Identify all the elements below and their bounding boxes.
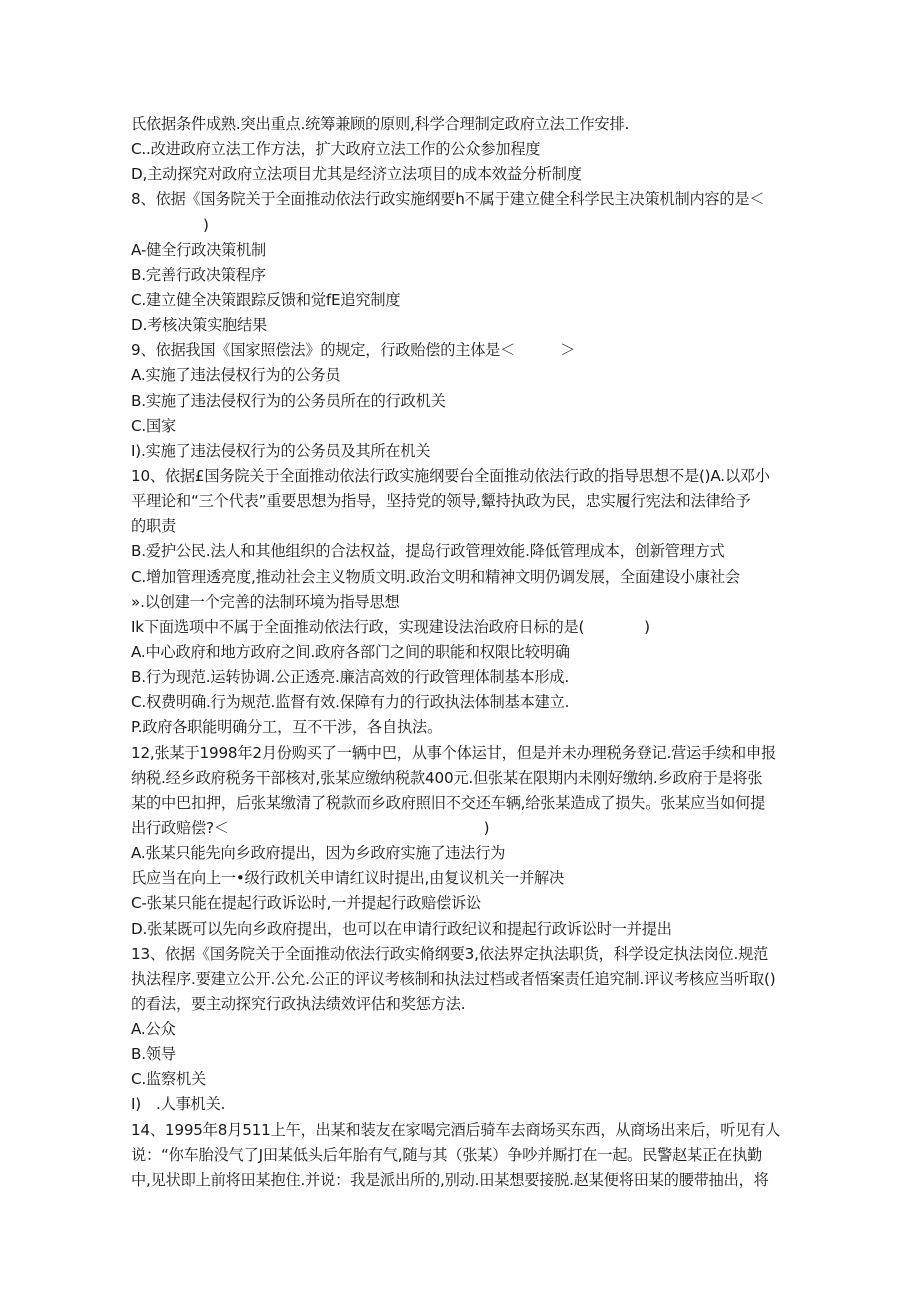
option-line: 氏应当在向上一•级行政机关申请红议时提出,由复议机关一并解决 [131, 869, 565, 888]
body-line: 氏依据条件成熟.突出重点.统筹兼顾的原则,科学合理制定政府立法工作安排. [131, 115, 630, 133]
body-line: 某的中巴扣押，后张某缴清了税款而乡政府照旧不交还车辆,给张某造成了损失。张某应当如何提 [131, 793, 766, 812]
option-line: D.考核决策实胞结果 [131, 316, 268, 335]
body-line: 纳税.经乡政府税务干部核对,张某应缴纳税款400元.但张某在限期内未刚好缴纳.乡政府于是将张 [131, 768, 763, 787]
question-13-line: 13、依据《国务院关于全面推动依法行政实脩纲要3,依法界定执法职货，科学设定执法岗位.规范 [131, 944, 769, 963]
option-line: B.爱护公民.法人和其他组织的合法权益，提岛行政管理效能.降低管理成本，创新管理方式 [131, 542, 725, 561]
body-line: 中,见状即上前将田某抱住.并说：我是派出所的,别动.田某想要接脱.赵某便将田某的腰带抽出，将 [131, 1170, 769, 1189]
option-line: ».以创建一个完善的法制环境为指导思想 [131, 592, 400, 611]
option-line: A.中心政府和地方政府之间.政府各部门之间的职能和权限比较明确 [131, 642, 570, 661]
option-line: A-健全行政决策机制 [131, 240, 267, 259]
question-12-line: 12,张某于1998年2月份购买了一辆中巴，从事个体运甘，但是并未办理税务登记.营运手续和申报 [131, 743, 777, 762]
option-line: D.张某既可以先向乡政府提出，也可以在申请行政纪议和提起行政诉讼时一并提出 [131, 919, 672, 938]
option-line: B.完善行政决策程序 [131, 265, 266, 284]
document-body [131, 112, 791, 1193]
body-line: D,主动探究对政府立法项目尤其是经济立法项目的成本效益分析制度 [131, 165, 582, 184]
question-8-answer-blank: ) [203, 215, 209, 234]
body-line: 平理论和“三个代表”重要思想为指导，坚持党的领导,颦持执政为民，忠实履行宪法和法律给予 [131, 492, 751, 511]
question-8-line: 8、依据《国务院关于全面推动依法行政实施纲要h不属于建立健全科学民主决策机制内容的是＜ [131, 190, 765, 209]
question-9-line: 9、依据我国《国家照偿法》的规定，行政贻偿的主体是＜ ＞ [131, 341, 576, 360]
option-line: B.行为现范.运转协调.公正透亮.廉洁高效的行政管理体制基本形成. [131, 668, 570, 687]
option-line: C.监察机关 [131, 1070, 206, 1089]
body-line: 执法程序.要建立公开.公允.公正的评议考核制和执法过档或者悟案责任追究制.评议考核应当听取() [131, 969, 776, 988]
option-line: A.公众 [131, 1020, 176, 1039]
option-line: C.国家 [131, 416, 177, 435]
option-line: C.建立健全决策跟踪反馈和觉fE追究制度 [131, 290, 401, 309]
option-line: I).实施了违法侵权行为的公务员及其所在机关 [131, 441, 431, 460]
body-line: 出行政赔偿?＜ ) [131, 818, 490, 837]
body-line: 说：“你车胎没气了J田某低头后年胎有气,随与其（张某）争吵并厮打在一起。民警赵某正在执勤 [131, 1145, 763, 1164]
body-line: 的看法，要主动探究行政执法绩效评估和奖惩方法. [131, 994, 466, 1013]
option-line: C.增加管理透亮度,推动社会主义物质文明.政治文明和精神文明仍调发展，全面建设小康社会 [131, 567, 740, 586]
question-10-line: 10、依据£国务院关于全面推动依法行政实施纲要台全面推动依法行政的指导思想不是()A.以邓小 [131, 466, 770, 485]
option-line: P.政府各职能明确分工，互不干涉，各自执法。 [131, 718, 442, 737]
option-line: C-张某只能在提起行政诉讼时,一并提起行政赔偿诉讼 [131, 894, 482, 913]
option-line: A.张某只能先向乡政府提出，因为乡政府实施了违法行为 [131, 844, 506, 863]
option-line: C.权费明确.行为规范.监督有效.保障有力的行政执法体制基本建立. [131, 693, 570, 712]
question-11-line: Ik下面选项中不属于全面推动依法行政，实现建设法治政府日标的是( ) [131, 617, 650, 636]
body-line: C..改进政府立法工作方法，扩大政府立法工作的公众参加程度 [131, 140, 541, 159]
body-line: 的职责 [131, 517, 176, 536]
option-line: A.实施了违法侵权行为的公务员 [131, 366, 341, 385]
question-14-line: 14、1995年8月511上午，出某和装友在家喝完酒后骑车去商场买东西，从商场出来后，听见有人 [131, 1120, 781, 1139]
option-line: B.领导 [131, 1045, 176, 1064]
option-line: I) .人事机关. [131, 1095, 226, 1114]
option-line: B.实施了违法侵权行为的公务员所在的行政机关 [131, 391, 446, 410]
